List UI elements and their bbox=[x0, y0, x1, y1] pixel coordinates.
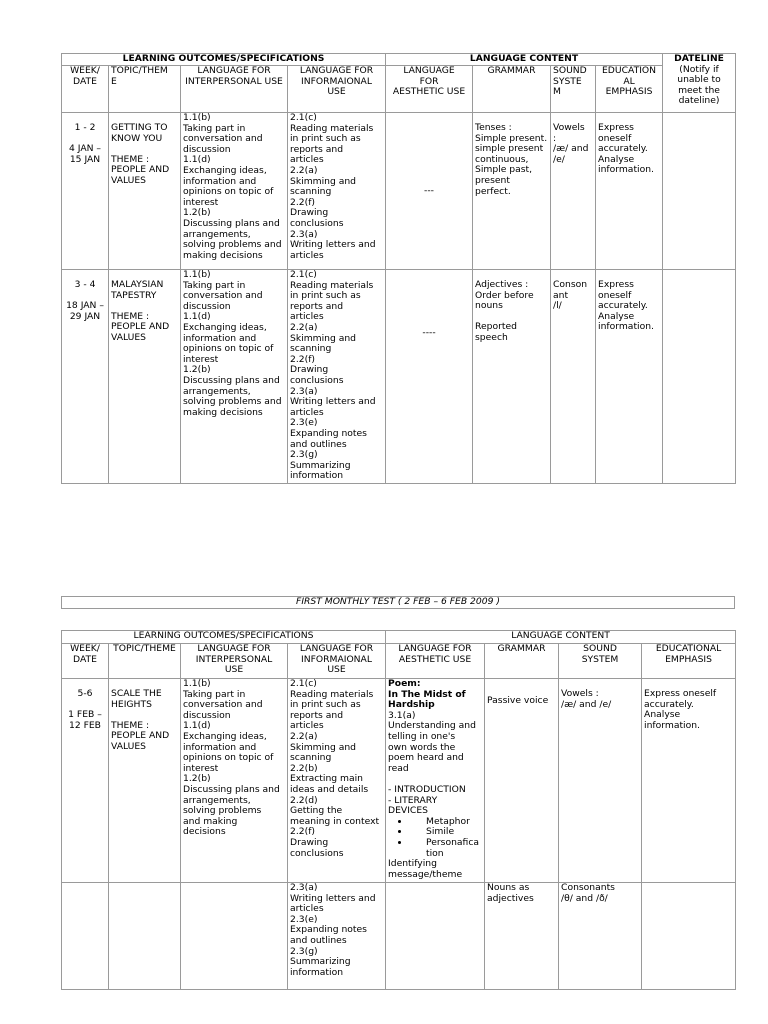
aesthetic-body: 3.1(a) Understanding and telling in one's own words the poem heard and read - INTRODUCTION - LITERARY DEVICES bbox=[388, 709, 476, 817]
cell-sound: Vowels : /æ/ and /e/ bbox=[551, 113, 596, 270]
poem-title: In The Midst of Hardship bbox=[388, 688, 466, 711]
cell-dateline bbox=[663, 270, 736, 484]
cell-grammar: Passive voice bbox=[485, 679, 559, 883]
col-grammar: GRAMMAR bbox=[485, 644, 559, 679]
col-sound-system: SOUND SYSTE M bbox=[551, 66, 596, 113]
scheme-table-1 bbox=[61, 53, 736, 484]
header-learning-outcomes: LEARNING OUTCOMES/SPECIFICATIONS bbox=[62, 54, 386, 66]
table-row bbox=[62, 679, 736, 883]
col-informational: LANGUAGE FOR INFORMAIONAL USE bbox=[288, 66, 386, 113]
col-educational: EDUCATIONAL EMPHASIS bbox=[642, 644, 736, 679]
cell-sound: Vowels : /æ/ and /e/ bbox=[559, 679, 642, 883]
col-topic-theme: TOPIC/THEME bbox=[109, 644, 181, 679]
table-row bbox=[62, 883, 736, 990]
col-sound-system: SOUND SYSTEM bbox=[559, 644, 642, 679]
cell-aesthetic: ---- bbox=[386, 270, 473, 484]
header-learning-outcomes: LEARNING OUTCOMES/SPECIFICATIONS bbox=[62, 631, 386, 644]
cell-topic: GETTING TO KNOW YOU THEME : PEOPLE AND VALUES bbox=[109, 113, 181, 270]
header-language-content: LANGUAGE CONTENT bbox=[386, 54, 663, 66]
col-topic-theme: TOPIC/THEM E bbox=[109, 66, 181, 113]
cell-informational: 2.1(c) Reading materials in print such as reports and articles 2.2(a) Skimming and scanning 2.2(f) Drawing conclusions 2.3(a) Writing letters and articles 2.3(e) Expanding notes and outlines 2.3(g) Summarizing information bbox=[288, 270, 386, 484]
cell-informational: 2.3(a) Writing letters and articles 2.3(e) Expanding notes and outlines 2.3(g) Summarizing information bbox=[288, 883, 386, 990]
test-banner: FIRST MONTHLY TEST ( 2 FEB – 6 FEB 2009 ) bbox=[62, 597, 735, 609]
col-week-date: WEEK/ DATE bbox=[62, 644, 109, 679]
scheme-table-2 bbox=[61, 630, 736, 990]
cell-informational: 2.1(c) Reading materials in print such as reports and articles 2.2(a) Skimming and scanning 2.2(b) Extracting main ideas and details 2.2(d) Getting the meaning in context 2.2(f) Drawing conclusions bbox=[288, 679, 386, 883]
cell-interpersonal: 1.1(b) Taking part in conversation and discussion 1.1(d) Exchanging ideas, information and opinions on topic of interest 1.2(b) Discussing plans and arrangements, solving problems and making decisions bbox=[181, 679, 288, 883]
test-banner-table bbox=[61, 596, 735, 609]
cell-week: 1 - 2 4 JAN – 15 JAN bbox=[62, 113, 109, 270]
col-grammar: GRAMMAR bbox=[473, 66, 551, 113]
col-interpersonal: LANGUAGE FOR INTERPERSONAL USE bbox=[181, 644, 288, 679]
cell-educational: Express oneself accurately. Analyse information. bbox=[642, 679, 736, 883]
cell-aesthetic bbox=[386, 679, 485, 883]
cell-week: 3 - 4 18 JAN – 29 JAN bbox=[62, 270, 109, 484]
cell-grammar: Tenses : Simple present. simple present continuous, Simple past, present perfect. bbox=[473, 113, 551, 270]
aesthetic-footer: Identifying message/theme bbox=[388, 858, 463, 880]
col-week-date: WEEK/ DATE bbox=[62, 66, 109, 113]
poem-label: Poem: bbox=[388, 678, 421, 689]
literary-devices-list bbox=[388, 817, 482, 859]
dateline-title: DATELINE bbox=[674, 53, 724, 64]
header-dateline bbox=[663, 54, 736, 113]
cell-topic: SCALE THE HEIGHTS THEME : PEOPLE AND VALUES bbox=[109, 679, 181, 883]
list-item: • Simile bbox=[410, 827, 482, 838]
cell-interpersonal: 1.1(b) Taking part in conversation and discussion 1.1(d) Exchanging ideas, information and opinions on topic of interest 1.2(b) Discussing plans and arrangements, solving problems and making decisions bbox=[181, 270, 288, 484]
cell-aesthetic: --- bbox=[386, 113, 473, 270]
cell-interpersonal: 1.1(b) Taking part in conversation and discussion 1.1(d) Exchanging ideas, information and opinions on topic of interest 1.2(b) Discussing plans and arrangements, solving problems and making decisions bbox=[181, 113, 288, 270]
list-item: • Metaphor bbox=[410, 817, 482, 828]
cell-educational bbox=[642, 883, 736, 990]
col-educational: EDUCATION AL EMPHASIS bbox=[596, 66, 663, 113]
table-row bbox=[62, 270, 736, 484]
cell-week: 5-6 1 FEB – 12 FEB bbox=[62, 679, 109, 883]
cell-sound: Conson ant /l/ bbox=[551, 270, 596, 484]
table-row bbox=[62, 113, 736, 270]
cell-week bbox=[62, 883, 109, 990]
cell-interpersonal bbox=[181, 883, 288, 990]
cell-educational: Express oneself accurately. Analyse information. bbox=[596, 270, 663, 484]
cell-grammar: Adjectives : Order before nouns Reported speech bbox=[473, 270, 551, 484]
list-item: • Personafica tion bbox=[410, 838, 482, 859]
cell-aesthetic bbox=[386, 883, 485, 990]
dateline-note: (Notify if unable to meet the dateline) bbox=[677, 63, 721, 107]
cell-topic: MALAYSIAN TAPESTRY THEME : PEOPLE AND VALUES bbox=[109, 270, 181, 484]
cell-dateline bbox=[663, 113, 736, 270]
col-aesthetic: LANGUAGE FOR AESTHETIC USE bbox=[386, 66, 473, 113]
cell-sound: Consonants /θ/ and /ð/ bbox=[559, 883, 642, 990]
cell-topic bbox=[109, 883, 181, 990]
col-aesthetic: LANGUAGE FOR AESTHETIC USE bbox=[386, 644, 485, 679]
col-interpersonal: LANGUAGE FOR INTERPERSONAL USE bbox=[181, 66, 288, 113]
cell-grammar: Nouns as adjectives bbox=[485, 883, 559, 990]
col-informational: LANGUAGE FOR INFORMAIONAL USE bbox=[288, 644, 386, 679]
header-language-content: LANGUAGE CONTENT bbox=[386, 631, 736, 644]
cell-educational: Express oneself accurately. Analyse information. bbox=[596, 113, 663, 270]
cell-informational: 2.1(c) Reading materials in print such as reports and articles 2.2(a) Skimming and scanning 2.2(f) Drawing conclusions 2.3(a) Writing letters and articles bbox=[288, 113, 386, 270]
